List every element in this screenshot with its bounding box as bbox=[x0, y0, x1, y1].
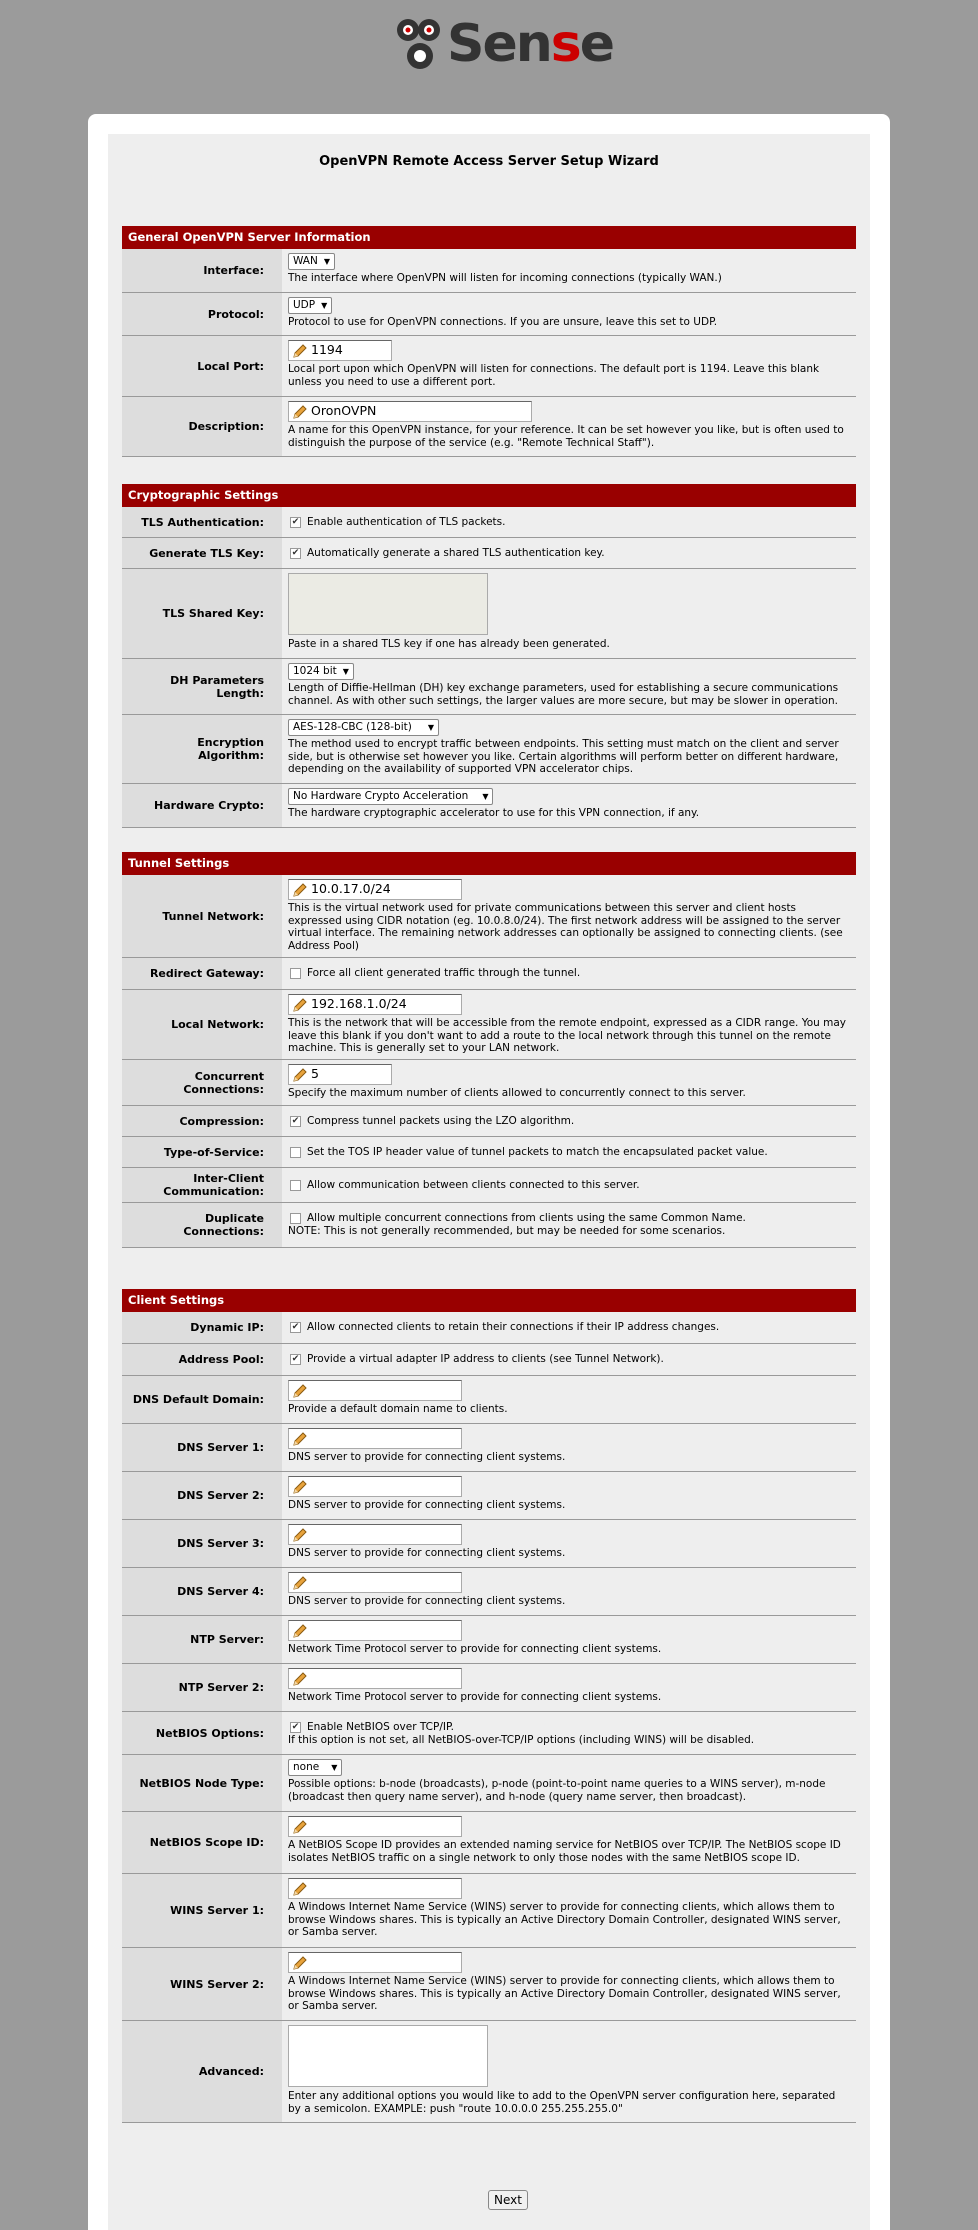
checkbox-label: Set the TOS IP header value of tunnel packets to match the encapsulated packet value. bbox=[307, 1145, 768, 1158]
pencil-icon bbox=[291, 1880, 309, 1898]
field-label: WINS Server 2: bbox=[122, 1948, 282, 2020]
description-input[interactable]: OronOVPN bbox=[288, 401, 532, 422]
pencil-icon bbox=[291, 1430, 309, 1448]
protocol-select[interactable]: UDP ▼ bbox=[288, 297, 332, 314]
help-text: The hardware cryptographic accelerator to use for this VPN connection, if any. bbox=[288, 807, 700, 819]
section-tunnel bbox=[122, 852, 856, 1248]
field-label: NetBIOS Options: bbox=[122, 1712, 282, 1754]
pencil-icon bbox=[291, 1622, 309, 1640]
hardware-crypto-select[interactable]: No Hardware Crypto Acceleration ▼ bbox=[288, 788, 493, 805]
row-dns-server-3 bbox=[122, 1520, 856, 1568]
pencil-icon bbox=[291, 342, 309, 360]
row-duplicate-connections bbox=[122, 1203, 856, 1248]
help-text: Protocol to use for OpenVPN connections. If you are unsure, leave this set to UDP. bbox=[288, 316, 718, 328]
row-generate-tls-key bbox=[122, 538, 856, 569]
field-label: DNS Default Domain: bbox=[122, 1376, 282, 1423]
row-tunnel-network bbox=[122, 875, 856, 958]
help-text: Paste in a shared TLS key if one has already been generated. bbox=[288, 638, 610, 650]
checkbox-label: Force all client generated traffic through the tunnel. bbox=[307, 967, 581, 980]
help-text: A NetBIOS Scope ID provides an extended naming service for NetBIOS over TCP/IP. The NetBIOS scope ID isolates NetBIOS traffic on a single network to only those nodes with the same NetBIOS scope ID. bbox=[288, 1839, 841, 1864]
tos-checkbox[interactable] bbox=[290, 1147, 301, 1158]
field-label: Dynamic IP: bbox=[122, 1312, 282, 1343]
pencil-icon bbox=[291, 1954, 309, 1972]
help-text: A Windows Internet Name Service (WINS) server to provide for connecting clients, which allows them to browse Windows shares. This is typically an Active Directory Domain Controller, designated WINS server, or Samba server. bbox=[288, 1901, 841, 1938]
row-type-of-service bbox=[122, 1137, 856, 1168]
field-label: Compression: bbox=[122, 1106, 282, 1136]
row-wins-server-1 bbox=[122, 1874, 856, 1948]
section-general bbox=[122, 226, 856, 457]
row-hardware-crypto bbox=[122, 784, 856, 828]
field-label: Generate TLS Key: bbox=[122, 538, 282, 568]
ntp-server-input[interactable] bbox=[288, 1620, 462, 1641]
row-concurrent-connections bbox=[122, 1060, 856, 1106]
row-tls-auth bbox=[122, 507, 856, 538]
row-tls-shared-key bbox=[122, 569, 856, 659]
field-label: Description: bbox=[122, 397, 282, 456]
help-text: A name for this OpenVPN instance, for your reference. It can be set however you like, but is often used to distinguish the purpose of the service (e.g. "Remote Technical Staff"). bbox=[288, 424, 844, 449]
row-compression bbox=[122, 1106, 856, 1137]
field-label: Local Port: bbox=[122, 336, 282, 396]
wizard-card bbox=[88, 114, 890, 2230]
checkbox-label: Enable NetBIOS over TCP/IP. bbox=[307, 1721, 454, 1733]
pencil-icon bbox=[291, 1382, 309, 1400]
row-local-network bbox=[122, 990, 856, 1060]
help-text: Specify the maximum number of clients allowed to concurrently connect to this server. bbox=[288, 1087, 746, 1099]
field-label: TLS Authentication: bbox=[122, 507, 282, 537]
field-label: Address Pool: bbox=[122, 1344, 282, 1375]
encryption-select[interactable]: AES-128-CBC (128-bit) ▼ bbox=[288, 719, 439, 736]
field-label: Concurrent Connections: bbox=[122, 1060, 282, 1105]
tls-auth-checkbox[interactable]: ✔ bbox=[291, 516, 300, 527]
checkbox-label: Compress tunnel packets using the LZO algorithm. bbox=[307, 1114, 575, 1127]
dns-server-1-input[interactable] bbox=[288, 1428, 462, 1449]
help-text: Local port upon which OpenVPN will listen for connections. The default port is 1194. Leave this blank unless you need to use a different port. bbox=[288, 363, 820, 388]
dns-domain-input[interactable] bbox=[288, 1380, 462, 1401]
field-label: DNS Server 2: bbox=[122, 1472, 282, 1519]
field-label: NetBIOS Node Type: bbox=[122, 1755, 282, 1811]
field-label: Duplicate Connections: bbox=[122, 1203, 282, 1247]
local-port-input[interactable]: 1194 bbox=[288, 340, 392, 361]
pencil-icon bbox=[291, 1818, 309, 1836]
row-description bbox=[122, 397, 856, 457]
advanced-textarea[interactable] bbox=[288, 2025, 488, 2087]
field-label: NetBIOS Scope ID: bbox=[122, 1812, 282, 1873]
logo-wordmark: Sense bbox=[447, 14, 613, 74]
section-header: Client Settings bbox=[122, 1289, 856, 1312]
inter-client-checkbox[interactable] bbox=[290, 1180, 301, 1191]
field-label: Interface: bbox=[122, 249, 282, 292]
help-text: Network Time Protocol server to provide for connecting client systems. bbox=[288, 1691, 662, 1703]
row-ntp-server bbox=[122, 1616, 856, 1664]
field-label: Type-of-Service: bbox=[122, 1137, 282, 1167]
wizard-panel bbox=[108, 134, 870, 2230]
checkbox-label: Enable authentication of TLS packets. bbox=[307, 515, 506, 528]
redirect-gateway-checkbox[interactable] bbox=[290, 968, 301, 979]
pencil-icon bbox=[291, 1670, 309, 1688]
field-label: DNS Server 3: bbox=[122, 1520, 282, 1567]
tunnel-network-input[interactable]: 10.0.17.0/24 bbox=[288, 879, 462, 900]
duplicate-connections-checkbox[interactable] bbox=[290, 1213, 301, 1224]
dns-server-3-input[interactable] bbox=[288, 1524, 462, 1545]
pfsense-logo bbox=[393, 14, 613, 74]
section-header: General OpenVPN Server Information bbox=[122, 226, 856, 249]
help-text: The interface where OpenVPN will listen for incoming connections (typically WAN.) bbox=[288, 272, 722, 284]
row-local-port bbox=[122, 336, 856, 397]
next-button[interactable]: Next bbox=[488, 2190, 528, 2210]
field-label: Redirect Gateway: bbox=[122, 958, 282, 989]
help-text: DNS server to provide for connecting client systems. bbox=[288, 1499, 566, 1511]
field-label: Hardware Crypto: bbox=[122, 784, 282, 827]
help-text: Provide a default domain name to clients. bbox=[288, 1403, 508, 1415]
field-label: NTP Server: bbox=[122, 1616, 282, 1663]
row-dh-params bbox=[122, 659, 856, 715]
row-interface bbox=[122, 249, 856, 293]
row-inter-client bbox=[122, 1168, 856, 1203]
help-text: Length of Diffie-Hellman (DH) key exchange parameters, used for establishing a secure communications channel. As with other such settings, the larger values are more secure, but may be slower in operation. bbox=[288, 682, 839, 707]
note-text: NOTE: This is not generally recommended, but may be needed for some scenarios. bbox=[288, 1224, 726, 1237]
row-dns-server-4 bbox=[122, 1568, 856, 1616]
row-netbios-scope-id bbox=[122, 1812, 856, 1874]
field-label: NTP Server 2: bbox=[122, 1664, 282, 1711]
row-wins-server-2 bbox=[122, 1948, 856, 2021]
row-ntp-server-2 bbox=[122, 1664, 856, 1712]
pencil-icon bbox=[291, 996, 309, 1014]
section-client bbox=[122, 1289, 856, 2123]
logo-mark-icon bbox=[393, 14, 447, 74]
field-label: Encryption Algorithm: bbox=[122, 715, 282, 783]
dns-server-2-input[interactable] bbox=[288, 1476, 462, 1497]
checkbox-label: Allow communication between clients connected to this server. bbox=[307, 1178, 640, 1191]
row-dns-server-2 bbox=[122, 1472, 856, 1520]
row-dynamic-ip bbox=[122, 1312, 856, 1344]
field-label: DNS Server 1: bbox=[122, 1424, 282, 1471]
help-text: This is the network that will be accessible from the remote endpoint, expressed as a CIDR range. You may leave this blank if you don't want to add a route to the local network through this tunnel on the remote machine. This is generally set to your LAN network. bbox=[288, 1017, 847, 1054]
help-text: The method used to encrypt traffic between endpoints. This setting must match on the client and server side, but is otherwise set however you like. Certain algorithms will perform better on different hardware, depending on the availability of supported VPN accelerator chips. bbox=[288, 738, 839, 775]
row-netbios-options bbox=[122, 1712, 856, 1755]
compression-checkbox[interactable]: ✔ bbox=[291, 1115, 300, 1126]
netbios-checkbox[interactable]: ✔ bbox=[291, 1721, 300, 1732]
wins-server-2-input[interactable] bbox=[288, 1952, 462, 1973]
wizard-title: OpenVPN Remote Access Server Setup Wizard bbox=[319, 154, 659, 169]
field-label: Advanced: bbox=[122, 2021, 282, 2122]
row-redirect-gateway bbox=[122, 958, 856, 990]
help-text: A Windows Internet Name Service (WINS) server to provide for connecting clients, which allows them to browse Windows shares. This is typically an Active Directory Domain Controller, designated WINS server, or Samba server. bbox=[288, 1975, 841, 2012]
ntp-server-2-input[interactable] bbox=[288, 1668, 462, 1689]
row-protocol bbox=[122, 293, 856, 336]
dh-params-select[interactable]: 1024 bit ▼ bbox=[288, 663, 354, 680]
section-header: Cryptographic Settings bbox=[122, 484, 856, 507]
field-label: DH Parameters Length: bbox=[122, 659, 282, 714]
section-header: Tunnel Settings bbox=[122, 852, 856, 875]
tls-shared-key-textarea[interactable] bbox=[288, 573, 488, 635]
interface-select[interactable]: WAN ▼ bbox=[288, 253, 335, 270]
row-netbios-node-type bbox=[122, 1755, 856, 1812]
note-text: If this option is not set, all NetBIOS-over-TCP/IP options (including WINS) will be disabled. bbox=[288, 1733, 755, 1746]
help-text: DNS server to provide for connecting client systems. bbox=[288, 1595, 566, 1607]
pencil-icon bbox=[291, 403, 309, 421]
netbios-node-type-select[interactable]: none ▼ bbox=[288, 1759, 342, 1776]
section-crypto bbox=[122, 484, 856, 828]
field-label: TLS Shared Key: bbox=[122, 569, 282, 658]
help-text: Network Time Protocol server to provide for connecting client systems. bbox=[288, 1643, 662, 1655]
dynamic-ip-checkbox[interactable]: ✔ bbox=[291, 1322, 300, 1332]
row-encryption bbox=[122, 715, 856, 784]
field-label: Tunnel Network: bbox=[122, 875, 282, 957]
pencil-icon bbox=[291, 1574, 309, 1592]
field-label: Local Network: bbox=[122, 990, 282, 1059]
help-text: Enter any additional options you would like to add to the OpenVPN server configuration here, separated by a semicolon. EXAMPLE: push "route 10.0.0.0 255.255.255.0" bbox=[288, 2090, 836, 2115]
row-advanced bbox=[122, 2021, 856, 2123]
field-label: DNS Server 4: bbox=[122, 1568, 282, 1615]
row-dns-server-1 bbox=[122, 1424, 856, 1472]
pencil-icon bbox=[291, 1526, 309, 1544]
concurrent-connections-input[interactable]: 5 bbox=[288, 1064, 392, 1085]
checkbox-label: Allow multiple concurrent connections from clients using the same Common Name. bbox=[307, 1212, 746, 1224]
dns-server-4-input[interactable] bbox=[288, 1572, 462, 1593]
wins-server-1-input[interactable] bbox=[288, 1878, 462, 1899]
address-pool-checkbox[interactable]: ✔ bbox=[291, 1354, 300, 1364]
checkbox-label: Provide a virtual adapter IP address to clients (see Tunnel Network). bbox=[307, 1353, 664, 1366]
pencil-icon bbox=[291, 1478, 309, 1496]
field-label: WINS Server 1: bbox=[122, 1874, 282, 1947]
help-text: DNS server to provide for connecting client systems. bbox=[288, 1451, 566, 1463]
generate-tls-key-checkbox[interactable]: ✔ bbox=[291, 547, 300, 558]
netbios-scope-id-input[interactable] bbox=[288, 1816, 462, 1837]
help-text: This is the virtual network used for private communications between this server and client hosts expressed using CIDR notation (eg. 10.0.8.0/24). The first network address will be assigned to the server virtual interface. The remaining network addresses can optionally be assigned to connecting clients. (see Address Pool) bbox=[288, 902, 843, 952]
local-network-input[interactable]: 192.168.1.0/24 bbox=[288, 994, 462, 1015]
field-label: Protocol: bbox=[122, 293, 282, 335]
pencil-icon bbox=[291, 881, 309, 899]
checkbox-label: Allow connected clients to retain their connections if their IP address changes. bbox=[307, 1321, 720, 1334]
help-text: DNS server to provide for connecting client systems. bbox=[288, 1547, 566, 1559]
row-address-pool bbox=[122, 1344, 856, 1376]
field-label: Inter-Client Communication: bbox=[122, 1168, 282, 1202]
checkbox-label: Automatically generate a shared TLS authentication key. bbox=[307, 546, 605, 559]
help-text: Possible options: b-node (broadcasts), p-node (point-to-point name queries to a WINS server), m-node (broadcast then query name server), and h-node (query name server, then broadcast). bbox=[288, 1778, 826, 1803]
pencil-icon bbox=[291, 1066, 309, 1084]
row-dns-domain bbox=[122, 1376, 856, 1424]
